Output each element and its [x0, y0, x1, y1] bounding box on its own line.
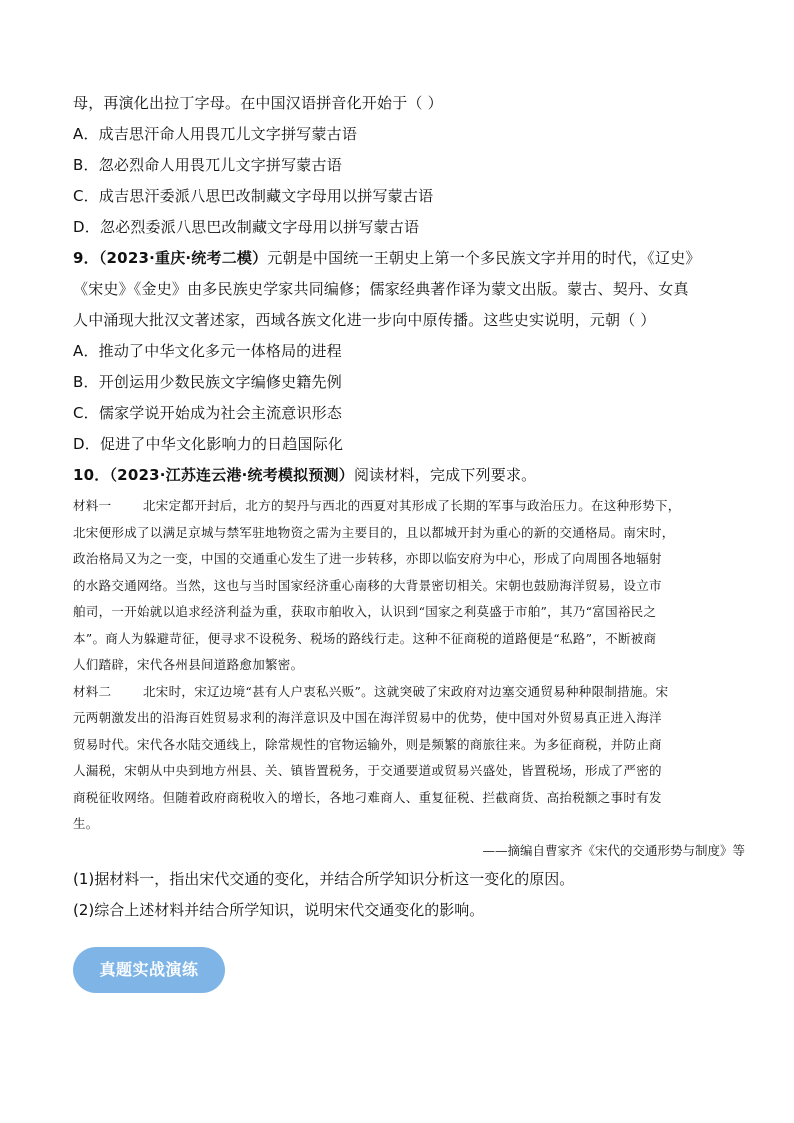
- q9-option-c: C．儒家学说开始成为社会主流意识形态: [73, 404, 343, 422]
- material-credit: ——摘编自曹家齐《宋代的交通形势与制度》等: [482, 842, 745, 858]
- material-1: [73, 493, 745, 679]
- q8-option-b: B．忽必烈命人用畏兀儿文字拼写蒙古语: [73, 156, 342, 174]
- material-2-text: 北宋时，宋辽边境“甚有人户衷私兴贩”。这就突破了宋政府对边塞交通贸易种种限制措施。宋: [143, 683, 669, 699]
- material-2-line: 生。: [73, 816, 99, 831]
- q9-source: （2023·重庆·统考二模）: [98, 249, 268, 267]
- q10-stem: [73, 460, 745, 491]
- material-2-line: 商税征收网络。但随着政府商税收入的增长，各地刁难商人、重复征税、拦截商货、高抬税额之事时有发: [73, 789, 662, 805]
- section-badge-real-exam-practice: 真题实战演练: [73, 947, 225, 993]
- q10-stem-text: 阅读材料，完成下列要求。: [353, 466, 537, 484]
- material-1-line: 舶司，一开始就以追求经济利益为重，获取市舶收入，认识到“国家之利莫盛于市舶”，其乃“富国裕民之: [73, 604, 657, 619]
- material-1-line: 人们踏辟，宋代各州县间道路愈加繁密。: [73, 657, 304, 672]
- material-2: [73, 679, 745, 838]
- material-2-line: 人漏税，宋朝从中央到地方州县、关、镇皆置税务，于交通要道或贸易兴盛处，皆置税场，形成了严密的: [73, 763, 662, 778]
- q10-subquestion-2: (2)综合上述材料并结合所学知识，说明宋代交通变化的影响。: [73, 900, 485, 919]
- material-1-line: 的水路交通网络。当然，这也与当时国家经济重心南移的大背景密切相关。宋朝也鼓励海洋贸易，设立市: [73, 577, 662, 593]
- material-1-line: 北宋便形成了以满足京城与禁军驻地物资之需为主要目的，且以都城开封为重心的新的交通格局。南宋时，: [73, 524, 675, 540]
- material-2-label: 材料二: [73, 683, 112, 699]
- q9-option-b: B．开创运用少数民族文字编修史籍先例: [73, 373, 342, 391]
- q9-option-d: D．促进了中华文化影响力的日趋国际化: [73, 435, 344, 453]
- q8-stem-tail: 母，再演化出拉丁字母。在中国汉语拼音化开始于（ ）: [73, 94, 443, 112]
- material-2-line: [73, 679, 745, 706]
- material-2-line: 元两朝激发出的沿海百姓贸易求利的海洋意识及中国在海洋贸易中的优势，使中国对外贸易真正进入海洋: [73, 710, 662, 725]
- q8-option-a: A．成吉思汗命人用畏兀儿文字拼写蒙古语: [73, 125, 358, 143]
- q9-number: 9．: [73, 249, 99, 267]
- q8-option-c: C．成吉思汗委派八思巴改制藏文字母用以拼写蒙古语: [73, 187, 434, 205]
- q10-number: 10．: [73, 466, 110, 484]
- q9-stem-line-2: 《宋史》《金史》由多民族史学家共同编修；儒家经典著作译为蒙文出版。蒙古、契丹、女真: [73, 280, 689, 298]
- q8-option-d: D．忽必烈委派八思巴改制藏文字母用以拼写蒙古语: [73, 218, 420, 236]
- document-body: [73, 88, 745, 926]
- material-1-line: 政治格局又为之一变，中国的交通重心发生了进一步转移，亦即以临安府为中心，形成了向周围各地辐射: [73, 551, 662, 566]
- material-1-text: 北宋定都开封后，北方的契丹与西北的西夏对其形成了长期的军事与政治压力。在这种形势下，: [143, 498, 681, 513]
- q9-stem-line-1: [73, 243, 745, 274]
- q10-source: （2023·江苏连云港·统考模拟预测）: [109, 466, 354, 484]
- q9-option-a: A．推动了中华文化多元一体格局的进程: [73, 342, 342, 360]
- material-2-line: 贸易时代。宋代各水陆交通线上，除常规性的官物运输外，则是频繁的商旅往来。为多征商税，并防止商: [73, 736, 662, 752]
- material-1-line: 本”。商人为躲避苛征，便寻求不设税务、税场的路线行走。这种不征商税的道路便是“私路”，不断被商: [73, 630, 657, 646]
- q10-subquestion-1: (1)据材料一，指出宋代交通的变化，并结合所学知识分析这一变化的原因。: [73, 869, 575, 888]
- material-1-label: 材料一: [73, 498, 112, 513]
- q9-stem-text: 元朝是中国统一王朝史上第一个多民族文字并用的时代，《辽史》: [267, 249, 701, 267]
- material-1-line: [73, 493, 745, 520]
- q9-stem-line-3: 人中涌现大批汉文著述家，西域各族文化进一步向中原传播。这些史实说明，元朝（ ）: [73, 311, 656, 329]
